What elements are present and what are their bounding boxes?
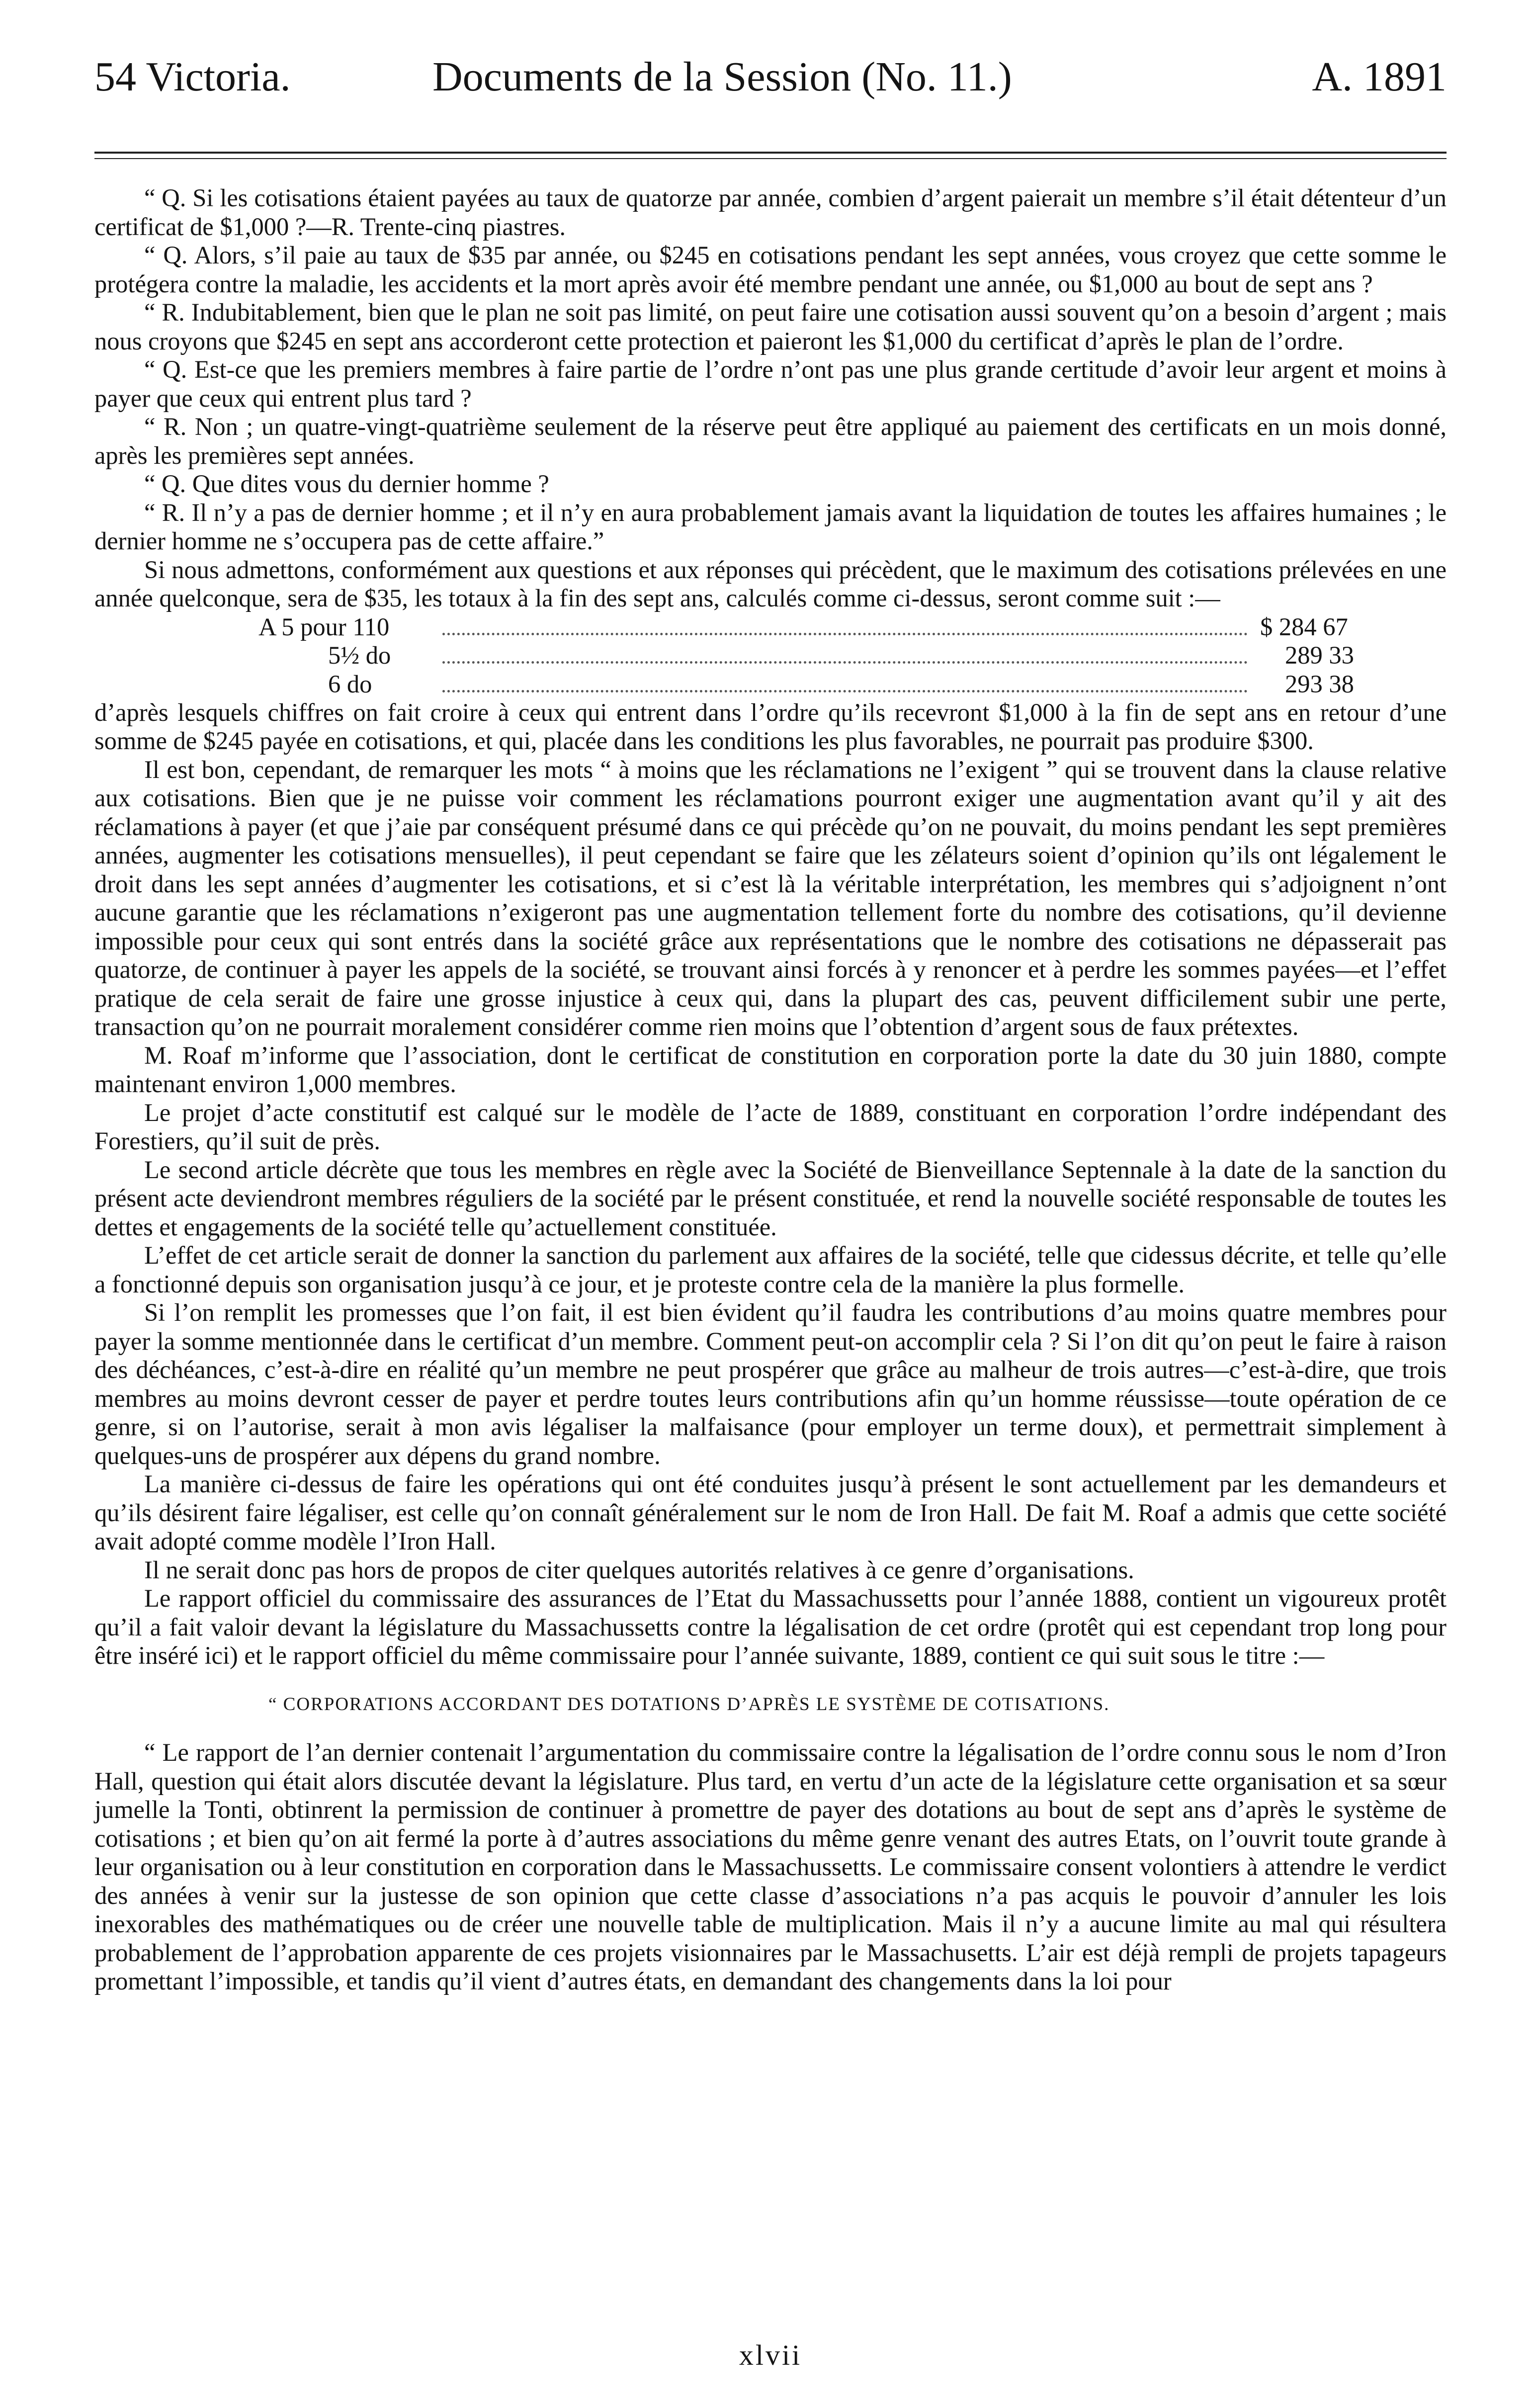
table-row <box>94 641 1447 670</box>
paragraph: “ Q. Alors, s’il paie au taux de $35 par année, ou $245 en cotisations pendant les sept années, vous croyez que cette somme le protégera contre la maladie, les accidents et la mort après avoir été membre pendant une année, ou $1,000 au bout de sept ans ? <box>94 241 1447 298</box>
paragraph: Le second article décrète que tous les membres en règle avec la Société de Bienveillance Septennale à la date de la sanction du présent acte deviendront membres réguliers de la société par le présent constituée, et rend la nouvelle société responsable de toutes les dettes et engagements de la société telle qu’actuellement constituée. <box>94 1155 1447 1241</box>
header-title: Documents de la Session (No. 11.) <box>432 54 1012 100</box>
paragraph: d’après lesquels chiffres on fait croire à ceux qui entrent dans l’ordre qu’ils recevront $1,000 à la fin de sept ans en retour d’une somme de $245 payée en cotisations, et qui, placée dans les conditions les plus favorables, ne pourrait pas produire $300. <box>94 698 1447 755</box>
paragraph: “ R. Non ; un quatre-vingt-quatrième seulement de la réserve peut être appliqué au paiement des certificats en un mois donné, après les premières sept années. <box>94 413 1447 469</box>
paragraph: “ R. Indubitablement, bien que le plan ne soit pas limité, on peut faire une cotisation aussi souvent qu’on a besoin d’argent ; mais nous croyons que $245 en sept ans accorderont cette protection et paieront les $1,000 du certificat d’après le plan de l’ordre. <box>94 298 1447 355</box>
paragraph: “ Q. Est-ce que les premiers membres à faire partie de l’ordre n’ont pas une plus grande certitude d’avoir leur argent et moins à payer que ceux qui entrent plus tard ? <box>94 355 1447 412</box>
paragraph: La manière ci-dessus de faire les opérations qui ont été conduites jusqu’à présent le sont actuellement par les demandeurs et qu’ils désirent faire légaliser, est celle qu’on connaît généralement sur le nom de Iron Hall. De fait M. Roaf a admis que cette société avait adopté comme modèle l’Iron Hall. <box>94 1470 1447 1555</box>
paragraph: Si l’on remplit les promesses que l’on fait, il est bien évident qu’il faudra les contributions d’au moins quatre membres pour payer la somme mentionnée dans le certificat d’un membre. Comment peut-on accomplir cela ? Si l’on dit qu’on peut le faire à raison des déchéances, c’est-à-dire en réalité qu’un membre ne peut prospérer que grâce au malheur de trois autres—c’est-à-dire, que trois membres au moins devront cesser de payer et perdre toutes leurs contributions afin qu’un homme réussisse—toute opération de ce genre, si on l’autorise, serait à mon avis légaliser la malfaisance (pour employer un terme doux), et permettrait simplement à quelques-uns de prospérer aux dépens du grand nombre. <box>94 1298 1447 1469</box>
paragraph: “ R. Il n’y a pas de dernier homme ; et il n’y en aura probablement jamais avant la liquidation de toutes les affaires humaines ; le dernier homme ne s’occupera pas de cette affaire.” <box>94 498 1447 555</box>
header-session: 54 Victoria. <box>94 54 291 100</box>
paragraph: L’effet de cet article serait de donner la sanction du parlement aux affaires de la société, telle que cidessus décrite, et telle qu’elle a fonctionné depuis son organisation jusqu’à ce jour, et je proteste contre cela de la manière la plus formelle. <box>94 1241 1447 1298</box>
paragraph: Il est bon, cependant, de remarquer les mots “ à moins que les réclamations ne l’exigent ” qui se trouvent dans la clause relative aux cotisations. Bien que je ne puisse voir comment les réclamations pourront exiger une augmentation avant qu’il y ait des réclamations à payer (et que j’aie par conséquent présumé dans ce qui précède qu’on ne pouvait, du moins pendant les sept premières années, augmenter les cotisations mensuelles), il peut cependant se faire que les zélateurs soient d’opinion qu’ils ont légalement le droit dans les sept années d’augmenter les cotisations, et si c’est là la véritable interprétation, les membres qui s’adjoignent n’ont aucune garantie que les réclamations n’exigeront pas une augmentation tellement forte du nombre des cotisations, qu’il devienne impossible pour ceux qui sont entrés dans la société grâce aux représentations que le nombre des cotisations ne dépasserait pas quatorze, de continuer à payer les appels de la société, se trouvant ainsi forcés à y renoncer et à perdre les sommes payées—et l’effet pratique de cela serait de faire une grosse injustice à ceux qui, dans la plupart des cas, peuvent difficilement subir une perte, transaction qu’on ne pourrait moralement considérer comme rien moins que l’obtention d’argent sous de faux prétextes. <box>94 755 1447 1040</box>
page-folio: xlvii <box>739 2339 802 2371</box>
table-amount: 289 33 <box>1285 641 1354 669</box>
paragraph: Le rapport officiel du commissaire des assurances de l’Etat du Massachussetts pour l’année 1888, contient un vigoureux protêt qu’il a fait valoir devant la législature du Massachussetts contre la légalisation de cet ordre (protêt qui est cependant trop long pour être inséré ici) et le rapport officiel du même commissaire pour l’année suivante, 1889, contient ce qui suit sous le titre :— <box>94 1584 1447 1669</box>
header-year: A. 1891 <box>1312 54 1447 100</box>
leader-dots <box>442 661 1248 664</box>
paragraph: “ Q. Que dites vous du dernier homme ? <box>144 470 549 498</box>
paragraph: “ Q. Si les cotisations étaient payées au taux de quatorze par année, combien d’argent paierait un membre s’il était détenteur d’un certificat de $1,000 ?—R. Trente-cinq piastres. <box>94 184 1447 241</box>
totals-table <box>94 613 1447 698</box>
header-rule-top <box>94 152 1447 154</box>
document-page <box>94 0 1447 2408</box>
table-label: A 5 pour 110 <box>258 612 390 641</box>
paragraph: M. Roaf m’informe que l’association, dont le certificat de constitution en corporation porte la date du 30 juin 1880, compte maintenant environ 1,000 membres. <box>94 1041 1447 1098</box>
table-row <box>94 613 1447 642</box>
paragraph: “ Le rapport de l’an dernier contenait l’argumentation du commissaire contre la légalisation de l’ordre connu sous le nom d’Iron Hall, question qui était alors discutée devant la législature. Plus tard, en vertu d’un acte de la législature cette organisation et sa sœur jumelle la Tonti, obtinrent la permission de continuer à promettre de payer des dotations au bout de sept ans d’après le système de cotisations ; et bien qu’on ait fermé la porte à d’autres associations du même genre venant des autres Etats, on l’ouvrit toute grande à leur organisation ou à leur constitution en corporation dans le Massachussetts. Le commissaire consent volontiers à attendre le verdict des années à venir sur la justesse de son opinion que cette classe d’associations n’a pas acquis le pouvoir d’annuler les lois inexorables des mathématiques ou de créer une nouvelle table de multiplication. Mais il n’y a aucune limite au mal qui résultera probablement de l’approbation apparente de ces projets visionnaires par le Massachusetts. L’air est déjà rempli de projets tapageurs promettant l’impossible, et tandis qu’il vient d’autres états, en demandant des changements dans la loi pour <box>94 1738 1447 1995</box>
table-amount: $ 284 67 <box>1260 612 1348 641</box>
body-text <box>94 184 1447 1996</box>
paragraph: Le projet d’acte constitutif est calqué sur le modèle de l’acte de 1889, constituant en corporation l’ordre indépendant des Forestiers, qu’il suit de près. <box>94 1098 1447 1155</box>
paragraph: Il ne serait donc pas hors de propos de citer quelques autorités relatives à ce genre d’organisations. <box>144 1555 1134 1584</box>
table-row <box>94 670 1447 699</box>
table-label: 6 do <box>328 670 372 698</box>
table-label: 5½ do <box>328 641 391 669</box>
running-header <box>94 50 1447 104</box>
paragraph: Si nous admettons, conformément aux questions et aux réponses qui précèdent, que le maximum des cotisations prélevées en une année quelconque, sera de $35, les totaux à la fin des sept ans, calculés comme ci-dessus, seront comme suit :— <box>94 555 1447 612</box>
leader-dots <box>442 633 1248 635</box>
header-rule-bottom <box>94 158 1447 159</box>
leader-dots <box>442 690 1248 692</box>
section-heading: “ CORPORATIONS ACCORDANT DES DOTATIONS D’APRÈS LE SYSTÈME DE COTISATIONS. <box>268 1694 1110 1715</box>
table-amount: 293 38 <box>1285 670 1354 698</box>
